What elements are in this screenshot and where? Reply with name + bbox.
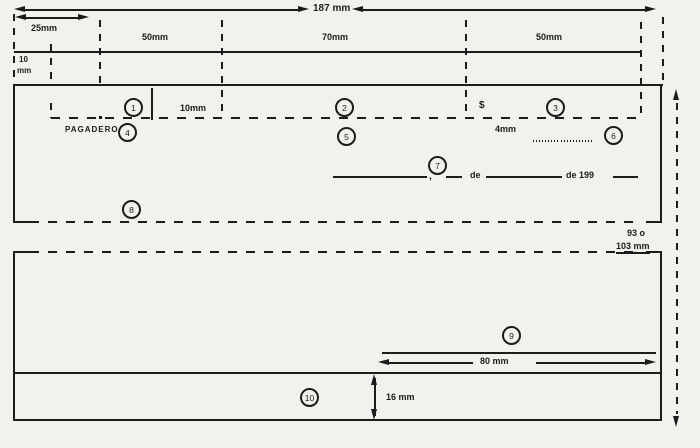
guide-25mm [99, 20, 101, 84]
band-top-line [14, 372, 662, 374]
dim-80-label: 80 mm [480, 356, 509, 366]
date-de199-label: de 199 [566, 170, 595, 180]
stub-box-left-edge [13, 251, 15, 421]
dim-25-line [24, 17, 80, 19]
stub-box-top-dashed [30, 251, 642, 253]
date-line-seg2 [446, 176, 462, 178]
date-line-seg3 [486, 176, 562, 178]
writing-line-corner [50, 103, 52, 118]
dim-25-label: 25mm [31, 23, 58, 33]
dim-total-arrow-right-icon [645, 6, 656, 12]
dim-80-reference-line [382, 352, 656, 354]
dim-80-line-left [389, 362, 473, 364]
microprint-left [533, 140, 558, 142]
stub-box-right-edge [660, 251, 662, 421]
dim-gap10-label: 10mm [180, 103, 207, 113]
callout-7: 7 [428, 156, 447, 175]
dim-gap4-label: 4mm [495, 124, 517, 134]
dim-80-arrow-right-icon [645, 359, 656, 365]
dim-25-arrow-right-icon [78, 14, 89, 20]
dim-50-right-label: 50mm [536, 32, 563, 42]
dim-height-dashed-line [676, 103, 678, 414]
cheque-top-edge [14, 84, 663, 86]
cheque-bottom-stub-right [646, 221, 661, 223]
dim-70-label: 70mm [322, 32, 349, 42]
cheque-bottom-stub-left [14, 221, 30, 223]
dim-height-arrow-down-icon [673, 416, 679, 427]
stub-box-top-stub-left [14, 251, 30, 253]
dim-total-width-label: 187 mm [313, 3, 351, 14]
callout-10: 10 [300, 388, 319, 407]
callout-8: 8 [122, 200, 141, 219]
cheque-right-edge [660, 84, 662, 223]
writing-line-dot [99, 116, 102, 119]
stub-box-bottom-edge [14, 419, 662, 421]
dim-margin10-top: 10 [19, 55, 28, 64]
currency-symbol: $ [479, 100, 485, 111]
stub-box-top-stub-right [646, 251, 661, 253]
dim-height-label-bottom: 103 mm [616, 242, 650, 254]
date-de-label: de [470, 170, 481, 180]
dim-height-arrow-up-icon [673, 89, 679, 100]
callout-2: 2 [335, 98, 354, 117]
dim-50-left-label: 50mm [142, 32, 169, 42]
dim-segment-line [14, 51, 641, 53]
guide-seg-50-70 [221, 20, 223, 118]
guide-left-edge [13, 14, 15, 84]
dim-16-label: 16 mm [386, 392, 415, 402]
field-divider-line [151, 88, 153, 120]
date-line-seg4 [613, 176, 638, 178]
callout-1: 1 [124, 98, 143, 117]
dim-total-line-left [24, 9, 298, 11]
callout-9: 9 [502, 326, 521, 345]
callout-5: 5 [337, 127, 356, 146]
guide-margin10 [50, 44, 52, 82]
dim-margin10-bottom: mm [17, 66, 32, 75]
dim-height-label-top: 93 o [627, 228, 646, 238]
microprint-right [561, 140, 594, 142]
guide-seg-70-50 [465, 20, 467, 116]
cheque-bottom-dashed [30, 221, 642, 223]
callout-4: 4 [118, 123, 137, 142]
callout-3: 3 [546, 98, 565, 117]
date-line-seg1 [333, 176, 427, 178]
dim-total-line-right [362, 9, 645, 11]
pagadero-label: PAGADERO [65, 125, 119, 134]
dim-80-line-right [536, 362, 646, 364]
guide-seg-end [640, 22, 642, 114]
cheque-left-edge [13, 84, 15, 223]
guide-right-edge [662, 17, 664, 84]
callout-6: 6 [604, 126, 623, 145]
dim-16-arrow-down-icon [371, 409, 377, 420]
dim-total-arrow-mid-right-icon [298, 6, 309, 12]
date-comma: , [429, 171, 432, 182]
writing-line-dashed [51, 117, 640, 119]
dim-80-arrow-left-icon [378, 359, 389, 365]
